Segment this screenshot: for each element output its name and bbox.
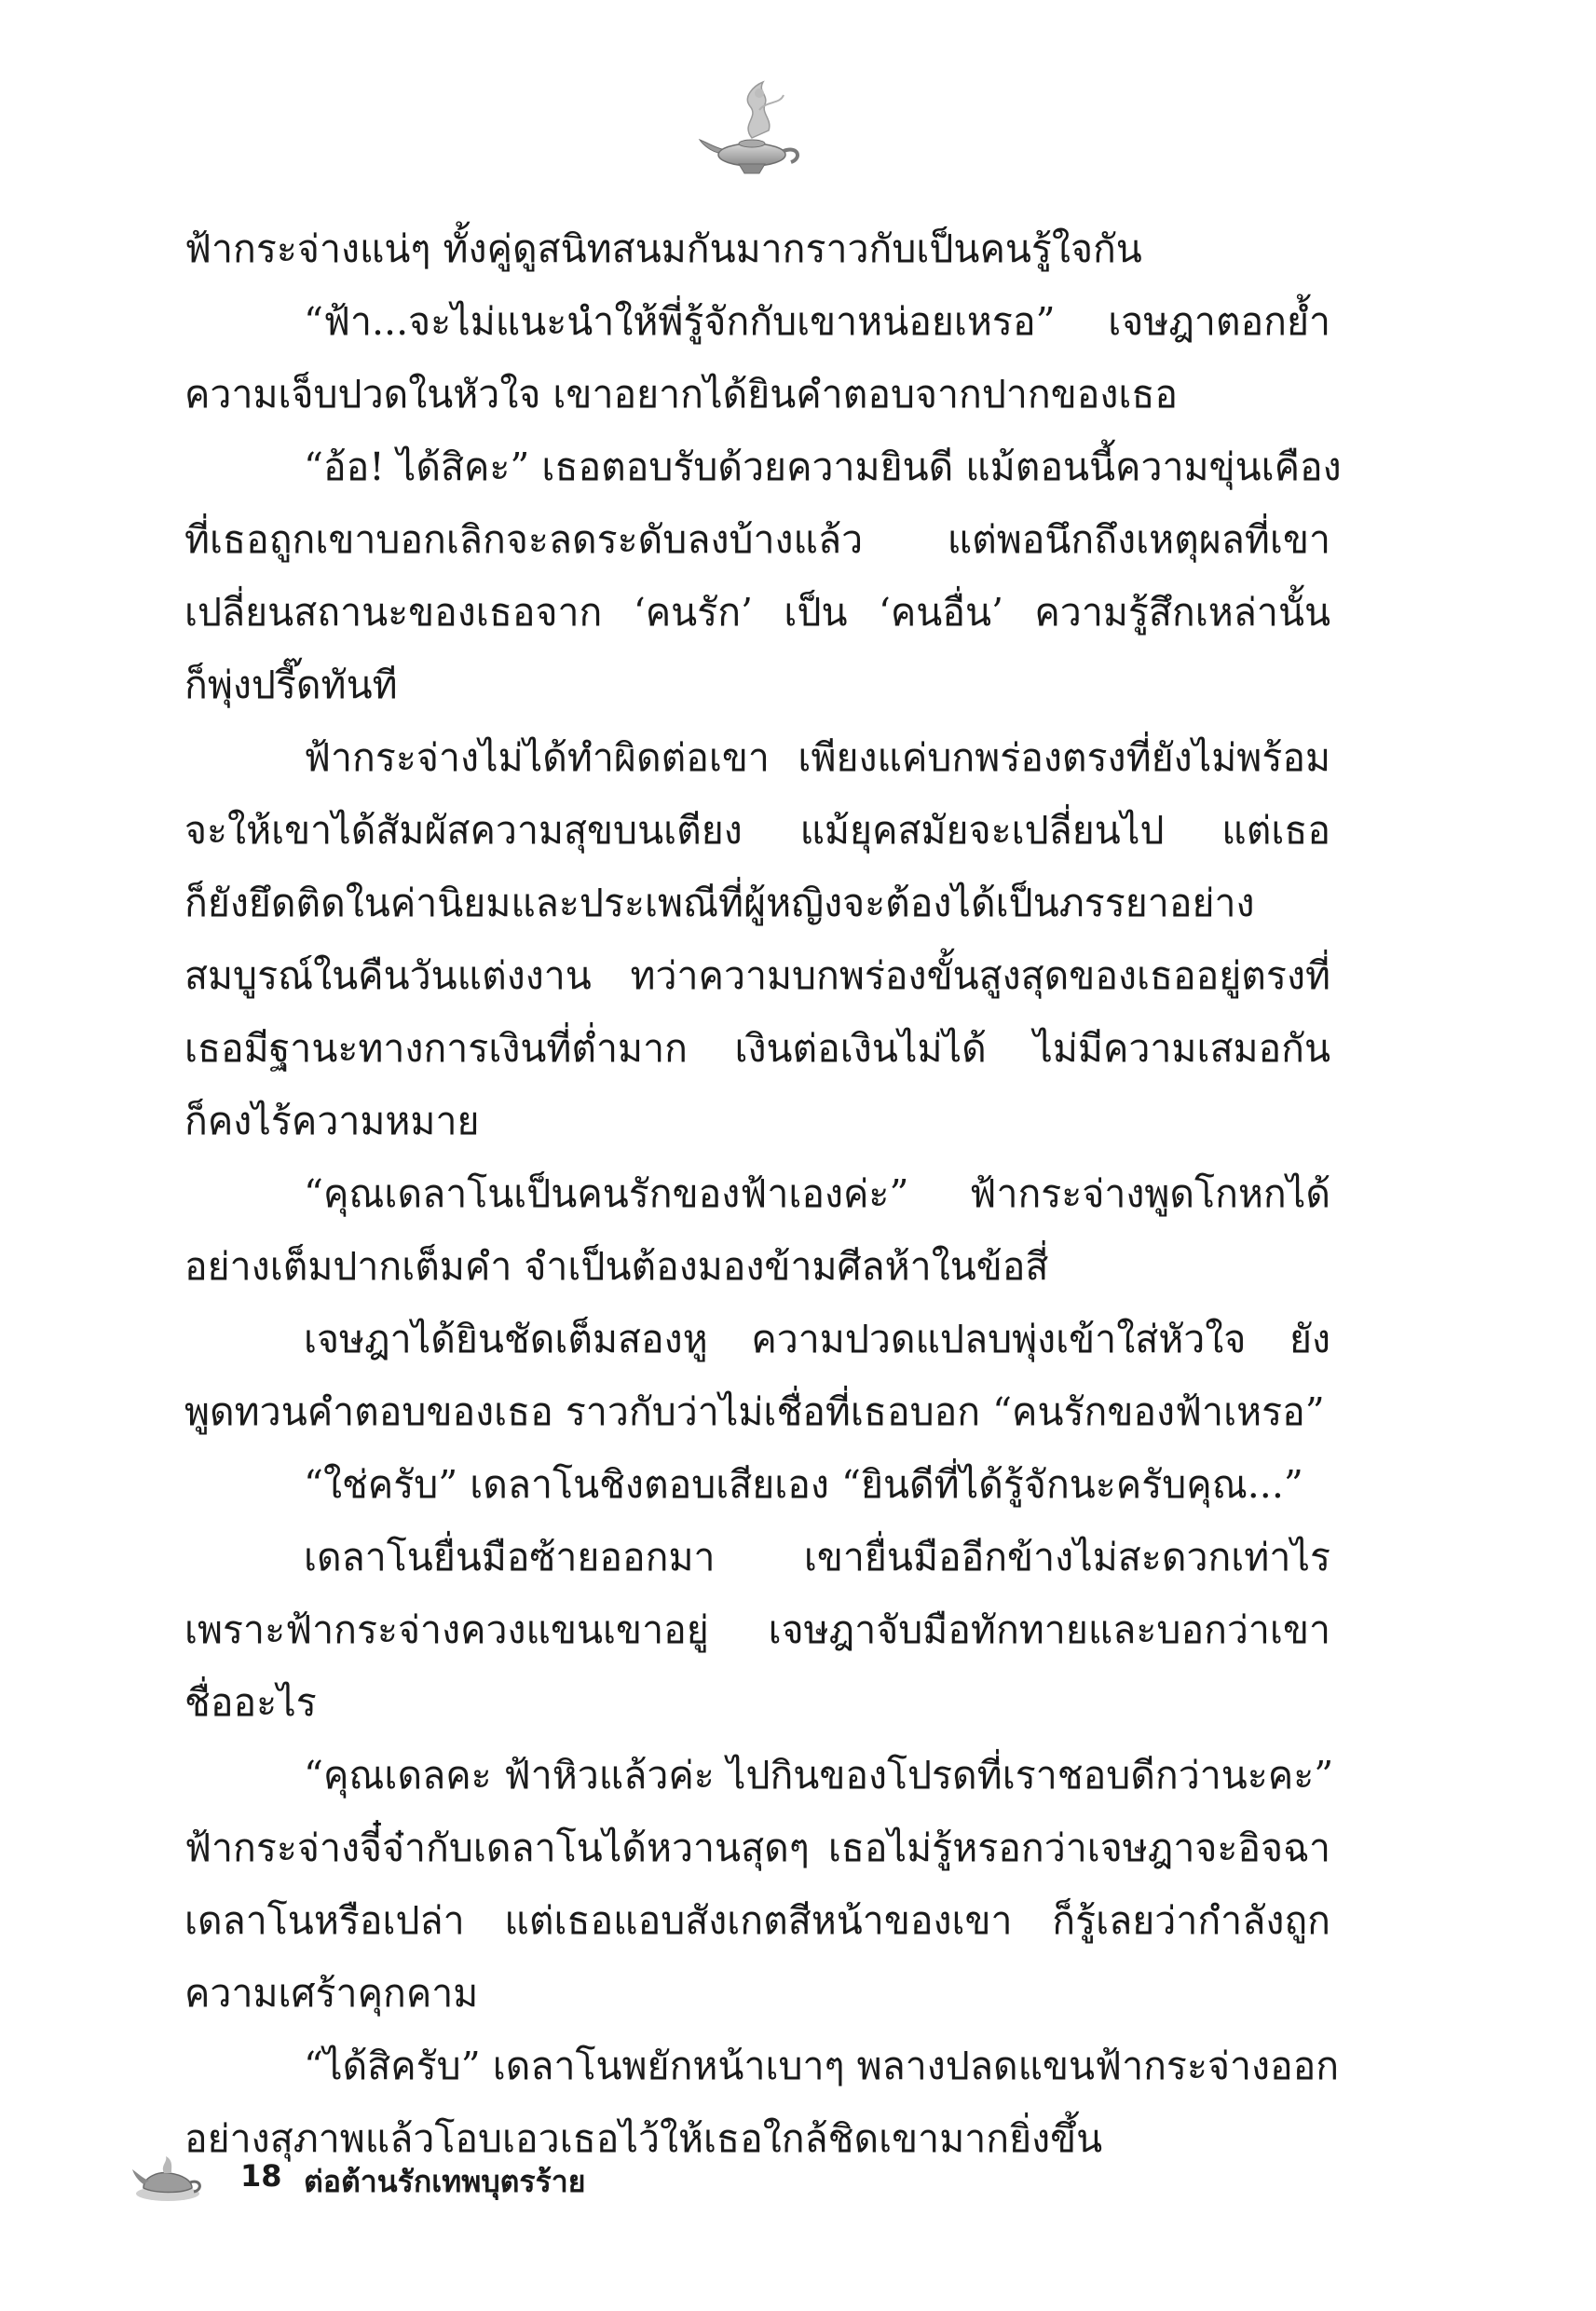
body-text [184, 212, 1342, 2175]
text-line: “ใช่ครับ” เดลาโนชิงตอบเสียเอง “ยินดีที่ได้รู้จักนะครับคุณ...” [304, 1462, 1303, 1507]
text-line: “คุณเดลคะ ฟ้าหิวแล้วค่ะ ไปกินของโปรดที่เราชอบดีกว่านะคะ” [304, 1753, 1334, 1798]
page-number: 18 [240, 2158, 282, 2194]
text-line: ชื่ออะไร [184, 1680, 317, 1725]
text-line: จะให้เขาได้สัมผัสความสุขบนเตียง แม้ยุคสมัยจะเปลี่ยนไป แต่เธอ [184, 808, 1330, 853]
text-line: ที่เธอถูกเขาบอกเลิกจะลดระดับลงบ้างแล้ว แต่พอนึกถึงเหตุผลที่เขา [184, 517, 1330, 562]
text-line: เดลาโนหรือเปล่า แต่เธอแอบสังเกตสีหน้าของเขา ก็รู้เลยว่ากำลังถูก [184, 1898, 1330, 1943]
text-line: พูดทวนคำตอบของเธอ ราวกับว่าไม่เชื่อที่เธอบอก “คนรักของฟ้าเหรอ” [184, 1389, 1325, 1434]
running-title: ต่อต้านรักเทพบุตรร้าย [304, 2164, 586, 2199]
text-line: เปลี่ยนสถานะของเธอจาก ‘คนรัก’ เป็น ‘คนอื่น’ ความรู้สึกเหล่านั้น [184, 590, 1330, 635]
genie-lamp-small-icon [130, 2153, 205, 2205]
text-line: ฟ้ากระจ่างไม่ได้ทำผิดต่อเขา เพียงแค่บกพร่องตรงที่ยังไม่พร้อม [304, 735, 1330, 780]
page-footer [130, 2153, 876, 2208]
text-line: “ได้สิครับ” เดลาโนพยักหน้าเบาๆ พลางปลดแขนฟ้ากระจ่างออก [304, 2044, 1340, 2088]
text-line: เจษฎาได้ยินชัดเต็มสองหู ความปวดแปลบพุ่งเข้าใส่หัวใจ ยัง [304, 1317, 1330, 1361]
text-line: ฟ้ากระจ่างแน่ๆ ทั้งคู่ดูสนิทสนมกันมากราวกับเป็นคนรู้ใจกัน [184, 226, 1142, 271]
text-line: “ฟ้า...จะไม่แนะนำให้พี่รู้จักกับเขาหน่อยเหรอ” เจษฎาตอกย้ำ [304, 299, 1330, 344]
text-line: อย่างเต็มปากเต็มคำ จำเป็นต้องมองข้ามศีลห้าในข้อสี่ [184, 1244, 1049, 1289]
genie-lamp-icon [694, 73, 815, 185]
text-line: ฟ้ากระจ่างจี๋จ๋ากับเดลาโนได้หวานสุดๆ เธอไม่รู้หรอกว่าเจษฎาจะอิจฉา [184, 1826, 1330, 1870]
text-line: สมบูรณ์ในคืนวันแต่งงาน ทว่าความบกพร่องขั้นสูงสุดของเธออยู่ตรงที่ [184, 953, 1330, 998]
text-line: “อ้อ! ได้สิคะ” เธอตอบรับด้วยความยินดี แม้ตอนนี้ความขุ่นเคือง [304, 444, 1342, 489]
text-line: “คุณเดลาโนเป็นคนรักของฟ้าเองค่ะ” ฟ้ากระจ่างพูดโกหกได้ [304, 1171, 1330, 1216]
text-line: ก็ยังยึดติดในค่านิยมและประเพณีที่ผู้หญิงจะต้องได้เป็นภรรยาอย่าง [184, 881, 1255, 925]
text-line: ความเศร้าคุกคาม [184, 1971, 479, 2016]
text-line: เพราะฟ้ากระจ่างควงแขนเขาอยู่ เจษฎาจับมือทักทายและบอกว่าเขา [184, 1607, 1330, 1652]
text-line: เดลาโนยื่นมือซ้ายออกมา เขายื่นมืออีกข้างไม่สะดวกเท่าไร [304, 1535, 1330, 1579]
text-line: อย่างสุภาพแล้วโอบเอวเธอไว้ให้เธอใกล้ชิดเขามากยิ่งขึ้น [184, 2116, 1103, 2161]
text-line: ความเจ็บปวดในหัวใจ เขาอยากได้ยินคำตอบจากปากของเธอ [184, 372, 1179, 417]
text-line: ก็คงไร้ความหมาย [184, 1099, 480, 1143]
text-line: ก็พุ่งปรี๊ดทันที [184, 663, 398, 707]
text-line: เธอมีฐานะทางการเงินที่ต่ำมาก เงินต่อเงินไม่ได้ ไม่มีความเสมอกัน [184, 1026, 1330, 1071]
